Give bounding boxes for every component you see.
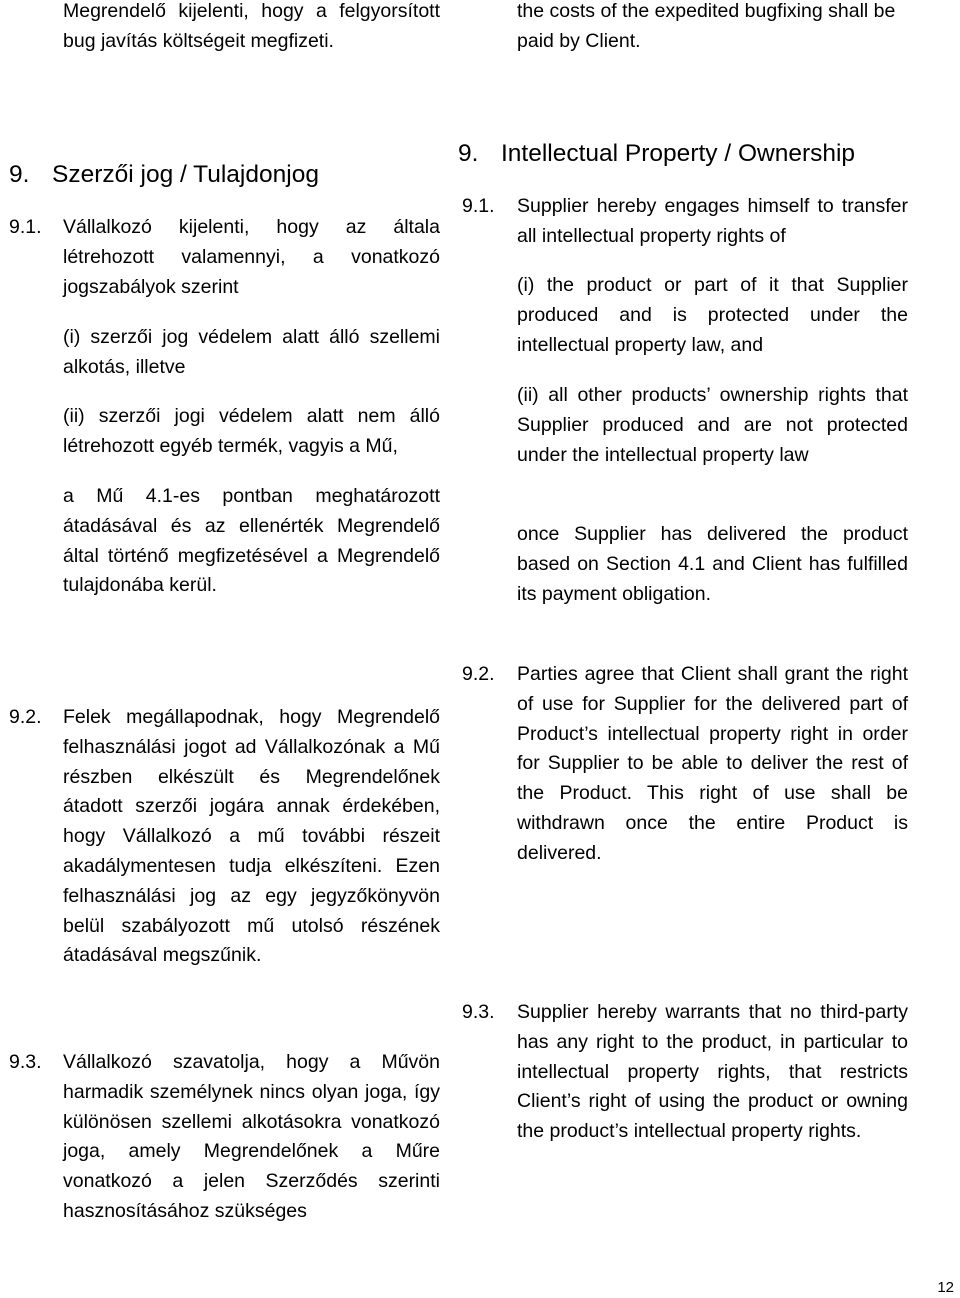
en-clause-9-3-number: 9.3. <box>462 1001 495 1023</box>
en-clause-9-3-text: Supplier hereby warrants that no third-party has any right to the product, in particular to intellectual property rights, that restricts Client’s right of using the product or owning the product’s intellectual property rights. <box>517 1001 908 1143</box>
en-clause-9-2-text: Parties agree that Client shall grant the right of use for Supplier for the delivered part of Product’s intellectual property right in order for Supplier to be able to deliver the rest of the Product. This right of use shall be withdrawn once the entire Product is delivered. <box>517 663 908 864</box>
en-clause-9-1-item-ii: (ii) all other products’ ownership rights that Supplier produced and are not protected under the intellectual property law <box>517 384 908 466</box>
hu-heading-title: Szerzői jog / Tulajdonjog <box>52 161 319 188</box>
en-clause-9-1-item-i: (i) the product or part of it that Supplier produced and is protected under the intellectual property law, and <box>517 274 908 356</box>
hu-section-heading <box>9 160 319 190</box>
en-intro-paragraph: the costs of the expedited bugfixing shall be paid by Client. <box>517 0 896 52</box>
hu-clause-9-3-text: Vállalkozó szavatolja, hogy a Művön harmadik személynek nincs olyan joga, így különösen szellemi alkotásokra vonatkozó joga, amely Megrendelőnek a Műre vonatkozó a jelen Szerződés szerinti hasznosításához szükséges <box>63 1051 440 1222</box>
en-clause-9-1-closing: once Supplier has delivered the product based on Section 4.1 and Client has fulfilled its payment obligation. <box>517 523 908 605</box>
hu-heading-number: 9. <box>9 161 30 188</box>
hu-intro-paragraph: Megrendelő kijelenti, hogy a felgyorsított bug javítás költségeit megfizeti. <box>63 0 440 52</box>
en-clause-9-1-text: Supplier hereby engages himself to transfer all intellectual property rights of <box>517 195 908 247</box>
hu-clause-9-1-item-i: (i) szerzői jog védelem alatt álló szellemi alkotás, illetve <box>63 326 440 378</box>
hu-clause-9-1-item-ii: (ii) szerzői jogi védelem alatt nem álló létrehozott egyéb termék, vagyis a Mű, <box>63 405 440 457</box>
hu-clause-9-1-closing: a Mű 4.1-es pontban meghatározott átadásával és az ellenérték Megrendelő által történő megfizetésével a Megrendelő tulajdonába kerül. <box>63 485 440 597</box>
hu-clause-9-1-number: 9.1. <box>9 216 42 238</box>
page-number: 12 <box>937 1279 954 1296</box>
en-heading-title: Intellectual Property / Ownership <box>501 140 856 167</box>
en-heading-number: 9. <box>458 140 479 167</box>
hu-clause-9-2-number: 9.2. <box>9 706 42 728</box>
hu-clause-9-1-text: Vállalkozó kijelenti, hogy az általa létrehozott valamennyi, a vonatkozó jogszabályok szerint <box>63 216 440 298</box>
hu-clause-9-3-number: 9.3. <box>9 1051 42 1073</box>
hu-clause-9-2-text: Felek megállapodnak, hogy Megrendelő felhasználási jogot ad Vállalkozónak a Mű részben elkészült és Megrendelőnek átadott szerzői jogára annak érdekében, hogy Vállalkozó a mű további részeit akadálymentesen tudja elkészíteni. Ezen felhasználási jog az egy jegyzőkönyvön belül szabályozott mű utolsó részének átadásával megszűnik. <box>63 706 440 967</box>
en-clause-9-2-number: 9.2. <box>462 663 495 685</box>
en-section-heading <box>458 139 855 169</box>
en-clause-9-1-number: 9.1. <box>462 195 495 217</box>
